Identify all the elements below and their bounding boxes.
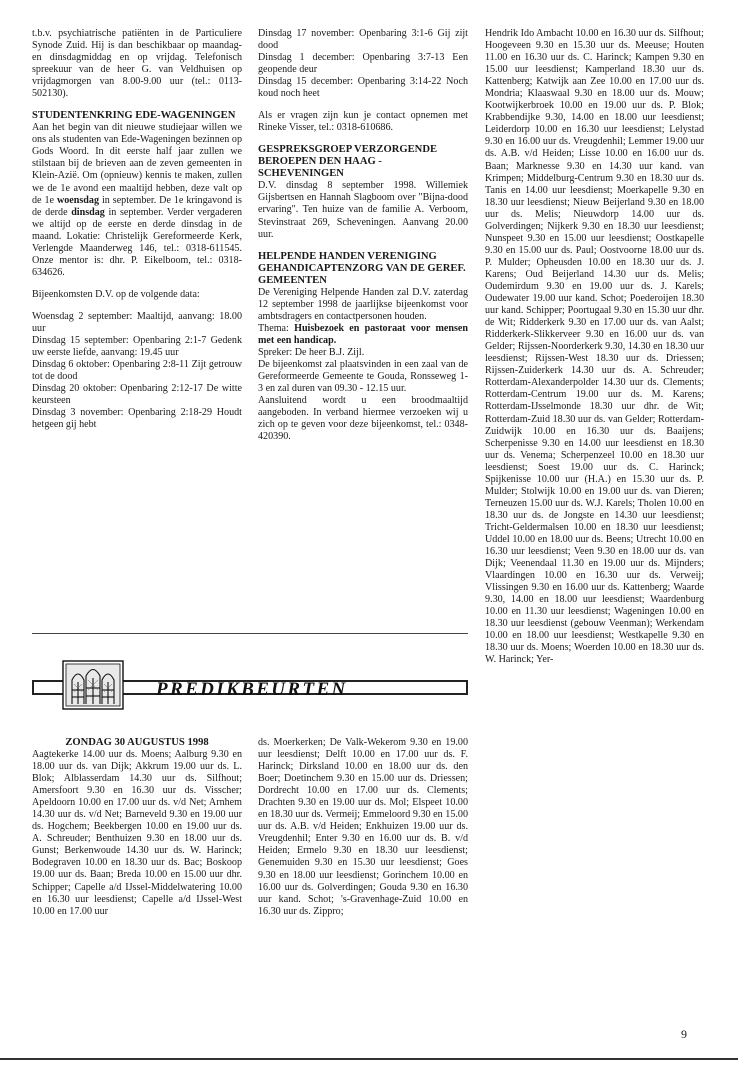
studentenkring-paragraph	[32, 122, 242, 279]
meeting-item: Woensdag 2 september: Maaltijd, aanvang: 18.00 uur	[32, 310, 242, 334]
location-paragraph: De bijeenkomst zal plaatsvinden in een zaal van de Gereformeerde Gemeente te Gouda, Ronsseweg 1-3 en zal duren van 09.30 - 12.15 uur.	[258, 358, 468, 394]
predikbeurten-list: Aagtekerke 14.00 uur ds. Moens; Aalburg 9.30 en 18.00 uur ds. van Dijk; Akkrum 19.00 uur ds. L. Blok; Alblasserdam 14.30 uur ds. Silfhout; Amersfoort 9.30 en 16.30 uur ds. Visscher; Apeldoorn 10.00 en 17.00 uur ds. v/d Net; Arnhem 14.30 uur ds. v/d Net; Barneveld 9.30 en 19.00 uur ds. Hogchem; Beekbergen 10.00 en 19.00 uur ds. A. Schreuder; Benthuizen 9.30 en 18.00 uur ds. Gunst; Berkenwoude 14.30 uur ds. W. Harinck; Bodegraven 10.00 en 18.30 uur ds. Bac; Boskoop 19.00 uur ds. Baan; Breda 10.00 en 15.00 uur dhr. Schipper; Capelle a/d IJssel-Middelwatering 10.00 en 16.30 uur leesdienst; Capelle a/d IJssel-West 10.00 en 17.00 uur	[32, 749, 242, 917]
predikbeurten-column-1	[32, 737, 242, 918]
intro-paragraph: t.b.v. psychiatrische patiënten in de Particuliere Synode Zuid. Hij is dan beschikbaar op maandag- en dinsdagmiddag en op vrijdag. Telefonisch spreekuur van de heer G. van Veldhuisen op vrijdagmorgen van 8.00-9.00 uur (tel.: 0113-502130).	[32, 28, 242, 100]
column-3	[485, 28, 704, 666]
meeting-item: Dinsdag 20 oktober: Openbaring 2:12-17 De witte keursteen	[32, 383, 242, 407]
helpende-handen-paragraph: De Vereniging Helpende Handen zal D.V. zaterdag 12 september 1998 de jaarlijkse bijeenkomst voor ambtsdragers en contactpersonen houden.	[258, 286, 468, 322]
meeting-item: Dinsdag 17 november: Openbaring 3:1-6 Gij zijt dood	[258, 28, 468, 52]
banner-cap	[32, 680, 34, 695]
meeting-item: Dinsdag 15 september: Openbaring 2:1-7 Gedenk uw eerste liefde, aanvang: 19.45 uur	[32, 335, 242, 359]
meeting-item: Dinsdag 15 december: Openbaring 3:14-22 Noch koud noch heet	[258, 76, 468, 100]
page-number: 9	[681, 1027, 687, 1041]
text-run: Aan het begin van dit nieuwe studiejaar willen we ons als studenten van Ede-Wageningen bezinnen op Gods Woord. In dit eerste half jaar zullen we stilstaan bij de brieven aan de zeven gemeenten in Klein-Azië. Om (opnieuw) kennis te maken, zullen we de 1e avond een maaltijd hebben, deze valt op de 1e	[32, 122, 242, 206]
date-heading: ZONDAG 30 AUGUSTUS 1998	[65, 737, 209, 748]
predikbeurten-list: ds. Moerkerken; De Valk-Wekerom 9.30 en 19.00 uur leesdienst; Delft 10.00 en 17.00 uur ds. F. Harinck; Dirksland 10.00 en 18.00 uur ds. den Boer; Doetinchem 9.30 en 15.00 uur ds. Driessen; Dordrecht 10.00 en 17.00 uur ds. Clements; Drachten 9.30 en 19.00 uur ds. Mol; Elspeet 10.00 en 18.30 uur ds. Vermeij; Emmeloord 9.30 en 15.00 uur ds. A.B. v/d Heiden; Enkhuizen 19.00 uur ds. Vreugdenhil; Enter 9.30 en 16.00 uur ds. B. v/d Heiden; Ermelo 9.30 en 18.30 uur leesdienst; Genemuiden 9.30 en 15.30 uur leesdienst; Goes 9.30 en 18.00 uur leesdienst; Gorinchem 10.00 en 16.00 uur ds. Golverdingen; Gouda 9.30 en 16.30 uur kand. Schot; 's-Gravenhage-Zuid 10.00 en 16.30 uur ds. Zippro;	[258, 737, 468, 917]
theme-line	[258, 323, 468, 347]
gespreksgroep-paragraph: D.V. dinsdag 8 september 1998. Willemiek Gijsbertsen en Hannah Slagboom over "Bijna-dood ervaring". Ten huize van de familie A. Verboom, Stevinstraat 269, Scheveningen. Aanvang 20.00 uur.	[258, 180, 468, 240]
meetings-intro: Bijeenkomsten D.V. op de volgende data:	[32, 288, 200, 300]
section-heading-gespreksgroep: GESPREKSGROEP VERZORGENDE BEROEPEN DEN HAAG - SCHEVENINGEN	[258, 144, 438, 180]
section-divider	[32, 633, 468, 634]
predikbeurten-column-2	[258, 737, 468, 918]
meeting-item: Dinsdag 3 november: Openbaring 2:18-29 Houdt hetgeen gij hebt	[32, 407, 242, 431]
column-1	[32, 28, 242, 431]
text-run: Thema:	[258, 322, 295, 334]
speaker-line: Spreker: De heer B.J. Zijl.	[258, 346, 365, 358]
predikbeurten-list-continued: Hendrik Ido Ambacht 10.00 en 16.30 uur ds. Silfhout; Hoogeveen 9.30 en 15.30 uur ds. Meeuse; Houten 11.00 en 16.30 uur ds. C. Harinck; Kampen 9.30 en 15.00 uur leesdienst; Kamperland 18.30 uur ds. Kattenberg; Katwijk aan Zee 10.00 en 17.00 uur ds. Mondria; Klaaswaal 9.30 en 18.00 uur ds. Mouw; Kootwijkerbroek 10.00 en 19.00 uur ds. P. Blok; Krabbendijke 9.30, 14.00 en 18.00 uur leesdienst; Leiderdorp 10.00 en 16.30 uur leesdienst; Lelystad 9.30 en 16.00 uur ds. Vreugdenhil; Lemmer 19.00 uur ds. A.B. v/d Heiden; Lisse 10.00 en 16.00 uur ds. Baan; Marknesse 9.30 en 14.30 uur kand. van Krimpen; Middelburg-Centrum 9.30 en 18.30 uur ds. Tanis en 14.00 uur leesdienst; Moerkapelle 9.30 en 18.30 uur leesdienst; Nieuw Beijerland 9.30 en 18.00 uur ds. Melis; Nieuwdorp 14.00 uur ds. Golverdingen; Nijkerk 9.30 en 18.30 uur leesdienst; Nunspeet 9.30 en 15.00 uur leesdienst; Oostkapelle 9.30 en 15.00 uur ds. Paul; Oostvoorne 18.00 uur ds. P. Mulder; Opheusden 10.00 en 18.30 uur ds. J. Karens; Oud Beijerland 14.30 uur ds. Melis; Oudemirdum 9.30 en 19.00 uur ds. J. Karels; Oudewater 19.00 uur kand. Schot; Poederoijen 18.30 uur kand. Schipper; Poortugaal 9.30 en 15.30 uur dhr. de Wit; Ridderkerk 9.30 en 17.00 uur ds. van Aalst; Ridderkerk-Slikkerveer 9.30 en 16.00 uur ds. van Gelder; Rijssen-Noorderkerk 9.30, 14.30 en 18.30 uur leesdienst; Rijssen-West 18.30 uur ds. Driessen; Rijssen-Zuiderkerk 14.30 uur ds. A. Schreuder; Rotterdam-Alexanderpolder 14.30 uur ds. Clements; Rotterdam-Centrum 19.00 uur ds. M. Karens; Rotterdam-IJsselmonde 18.30 uur dhr. de Wit; Rotterdam-Zuid 18.30 uur ds. van Gelder; Rotterdam-Zuidwijk 10.00 en 16.30 uur ds. Baaijens; Scherpenisse 9.30 en 14.00 uur leesdienst en 18.30 uur ds. Venema; Scherpenzeel 10.00 en 18.30 uur leesdienst; Soest 19.00 uur ds. C. Harinck; Spijkenisse 10.00 uur (H.A.) en 15.30 uur ds. P. Mulder; Stolwijk 10.00 en 19.00 uur ds. van Dieren; Terneuzen 15.00 uur ds. W.J. Karels; Tholen 10.00 en 18.30 uur ds. de Jongste en 14.30 uur leesdienst; Tricht-Geldermalsen 10.00 en 18.30 uur leesdienst; Uddel 10.00 en 18.00 uur ds. Beens; Utrecht 10.00 en 16.30 uur leesdienst; Veen 9.30 en 18.00 uur ds. van Dijk; Veenendaal 11.30 en 19.00 uur ds. Mijnders; Vlaardingen 10.00 en 16.30 uur ds. Verweij; Vlissingen 9.30 en 16.00 uur ds. Kattenberg; Waarde 9.30, 14.00 en 18.00 uur leesdienst; Waardenburg 10.00 en 11.30 uur leesdienst; Wageningen 10.00 en 18.30 uur leesdienst (gebouw Veenman); Werkendam 10.00 en 18.00 uur leesdienst; Westkapelle 9.30 en 18.30 uur ds. Moens; Woerden 10.00 en 18.30 uur ds. W. Harinck; Yer-	[485, 28, 704, 666]
registration-paragraph: Aansluitend wordt u een broodmaaltijd aangeboden. In verband hiermee verzoeken wij u zich op te geven voor deze bijeenkomst, tel.: 0348-420390.	[258, 395, 468, 443]
column-2	[258, 28, 468, 443]
banner-cap	[466, 680, 468, 695]
bold-run: woensdag	[56, 194, 100, 206]
bold-run: Huisbezoek en pastoraat voor mensen met een handicap.	[258, 322, 468, 346]
text-run: in september. Verder vergaderen we altijd op de eerste en derde dinsdag in de maand. Lokatie: Christelijk Gereformeerde Kerk, Verlengde Maanderweg 146, tel.: 0318-611545. Onze mentor is: dhr. P. Eikelboom, tel.: 0318-634626.	[32, 206, 242, 278]
church-windows-icon	[62, 660, 124, 710]
predikbeurten-banner	[32, 660, 468, 710]
section-heading-helpende-handen: HELPENDE HANDEN VERENIGING GEHANDICAPTENZORG VAN DE GEREF. GEMEENTEN	[258, 250, 466, 286]
section-heading-studentenkring: STUDENTENKRING EDE-WAGENINGEN	[32, 110, 236, 122]
page-bottom-edge	[0, 1058, 738, 1060]
text-run: in september. De 1e kringavond is de derde	[32, 194, 242, 218]
meeting-item: Dinsdag 1 december: Openbaring 3:7-13 Een geopende deur	[258, 52, 468, 76]
banner-title: PREDIKBEURTEN	[156, 679, 348, 700]
bold-run: dinsdag	[71, 206, 105, 218]
contact-paragraph: Als er vragen zijn kun je contact opnemen met Rineke Visser, tel.: 0318-610686.	[258, 110, 468, 134]
meeting-item: Dinsdag 6 oktober: Openbaring 2:8-11 Zijt getrouw tot de dood	[32, 359, 242, 383]
